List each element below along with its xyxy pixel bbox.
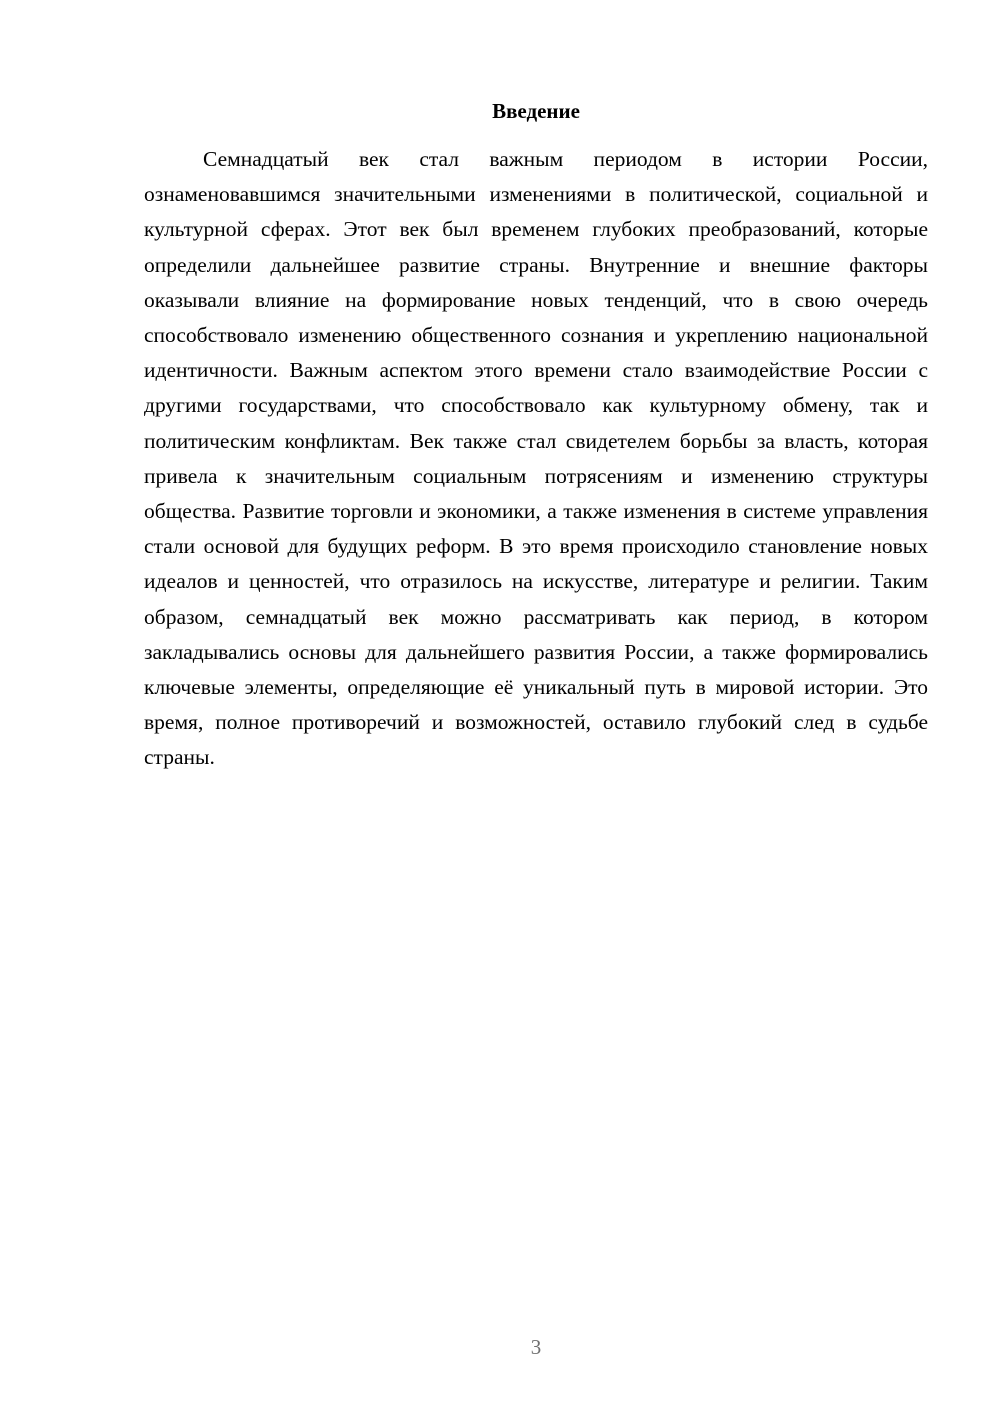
page-number: 3 — [530, 1335, 542, 1359]
body-paragraph: Семнадцатый век стал важным периодом в истории России, ознаменовавшимся значительными изменениями в политической, социальной и культурной сферах. Этот век был временем глубоких преобразований, которые определили дальнейшее развитие страны. Внутренние и внешние факторы оказывали влияние на формирование новых тенденций, что в свою очередь способствовало изменению общественного сознания и укреплению национальной идентичности. Важным аспектом этого времени стало взаимодействие России с другими государствами, что способствовало как культурному обмену, так и политическим конфликтам. Век также стал свидетелем борьбы за власть, которая привела к значительным социальным потрясениям и изменению структуры общества. Развитие торговли и экономики, а также изменения в системе управления стали основой для будущих реформ. В это время происходило становление новых идеалов и ценностей, что отразилось на искусстве, литературе и религии. Таким образом, семнадцатый век можно рассматривать как период, в котором закладывались основы для дальнейшего развития России, а также формировались ключевые элементы, определяющие её уникальный путь в мировой истории. Это время, полное противоречий и возможностей, оставило глубокий след в судьбе страны. — [144, 147, 928, 770]
section-title: Введение — [492, 99, 580, 123]
